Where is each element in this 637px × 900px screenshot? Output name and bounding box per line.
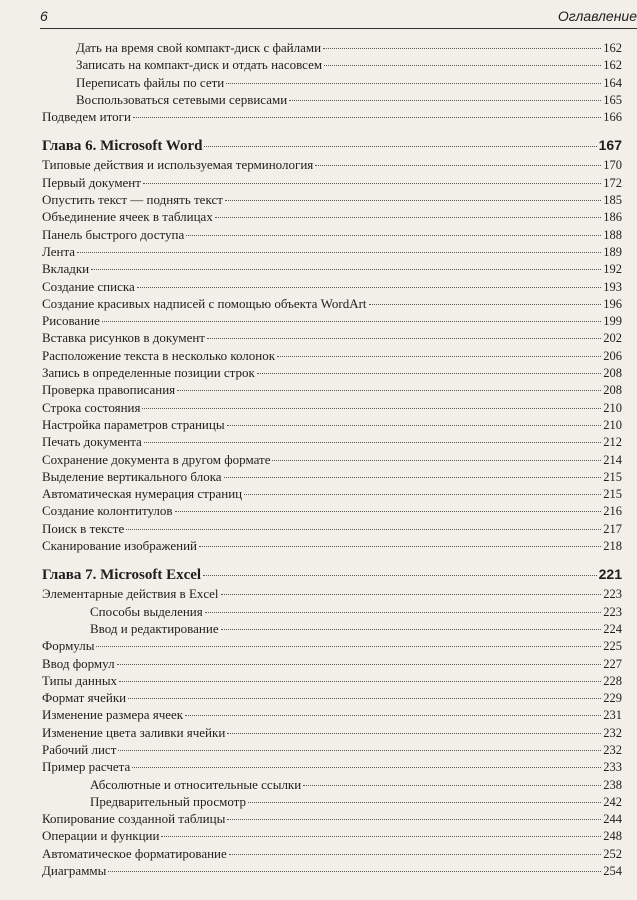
toc-entry-title: Печать документа	[42, 434, 142, 450]
toc-entry-page: 248	[603, 829, 622, 844]
toc-entry-title: Изменение цвета заливки ячейки	[42, 724, 226, 740]
toc-entry-page: 238	[603, 777, 622, 792]
toc-entry-page: 229	[603, 691, 622, 706]
toc-entry-title: Сканирование изображений	[42, 538, 197, 554]
dot-leader	[137, 286, 602, 288]
dot-leader	[369, 303, 602, 305]
toc-entry-title: Опустить текст — поднять текст	[42, 192, 223, 208]
toc-entry-page: 244	[603, 812, 622, 827]
table-of-contents	[42, 39, 622, 879]
toc-entry	[42, 156, 622, 173]
toc-entry-title: Глава 7. Microsoft Excel	[42, 567, 202, 584]
toc-entry-page: 215	[603, 487, 622, 502]
toc-entry-title: Типовые действия и используемая терминология	[42, 157, 314, 173]
toc-entry-title: Автоматическое форматирование	[42, 845, 227, 861]
toc-entry	[42, 862, 622, 879]
toc-entry-page: 218	[603, 539, 622, 554]
toc-entry-page: 202	[603, 331, 622, 346]
dot-leader	[132, 766, 601, 768]
dot-leader	[221, 593, 602, 595]
toc-entry	[42, 347, 622, 364]
dot-leader	[133, 116, 601, 118]
toc-entry-title: Копирование созданной таблицы	[42, 811, 226, 827]
toc-entry	[42, 329, 622, 346]
toc-entry-page: 254	[603, 864, 622, 879]
toc-entry-title: Глава 6. Microsoft Word	[42, 138, 203, 155]
toc-entry-title: Подведем итоги	[42, 109, 131, 125]
toc-entry-page: 186	[603, 210, 622, 225]
toc-entry-title: Поиск в тексте	[42, 520, 125, 536]
toc-entry	[42, 537, 622, 554]
toc-chapter-heading	[42, 563, 622, 585]
chapter-spacer	[42, 554, 622, 563]
toc-entry-title: Рабочий лист	[42, 741, 117, 757]
toc-entry-page: 208	[603, 366, 622, 381]
toc-entry-title: Операции и функции	[42, 828, 160, 844]
toc-entry-title: Пример расчета	[42, 759, 131, 775]
dot-leader	[143, 182, 601, 184]
dot-leader	[315, 164, 601, 166]
toc-entry	[42, 278, 622, 295]
dot-leader	[277, 355, 601, 357]
toc-entry-page: 196	[603, 296, 622, 311]
dot-leader	[175, 510, 602, 512]
toc-entry-page: 165	[603, 92, 622, 107]
toc-entry-title: Дать на время свой компакт-диск с файлами	[76, 40, 322, 55]
toc-entry	[42, 74, 622, 91]
toc-entry-title: Сохранение документа в другом формате	[42, 451, 271, 467]
dot-leader	[227, 424, 602, 426]
dot-leader	[144, 441, 601, 443]
toc-entry	[42, 312, 622, 329]
dot-leader	[126, 528, 601, 530]
toc-entry-page: 242	[603, 794, 622, 809]
toc-entry-title: Проверка правописания	[42, 382, 176, 398]
dot-leader	[185, 714, 601, 716]
toc-entry-title: Элементарные действия в Excel	[42, 586, 219, 602]
toc-entry-page: 231	[603, 708, 622, 723]
toc-entry-page: 208	[603, 383, 622, 398]
toc-entry	[42, 485, 622, 502]
dot-leader	[248, 801, 601, 803]
dot-leader	[128, 697, 601, 699]
toc-entry-title: Предварительный просмотр	[90, 793, 247, 809]
toc-entry	[42, 243, 622, 260]
toc-entry-page: 225	[603, 639, 622, 654]
toc-entry	[42, 776, 622, 793]
toc-entry	[42, 174, 622, 191]
toc-entry-title: Вставка рисунков в документ	[42, 330, 205, 346]
toc-entry	[42, 451, 622, 468]
toc-entry	[42, 295, 622, 312]
toc-entry-page: 188	[603, 227, 622, 242]
toc-entry-title: Формат ячейки	[42, 690, 127, 706]
toc-entry-title: Типы данных	[42, 672, 118, 688]
toc-entry-page: 227	[603, 656, 622, 671]
toc-entry	[42, 724, 622, 741]
dot-leader	[142, 407, 601, 409]
toc-entry	[42, 827, 622, 844]
toc-entry-page: 185	[603, 193, 622, 208]
toc-entry-page: 212	[603, 435, 622, 450]
toc-entry-page: 192	[603, 262, 622, 277]
toc-entry-page: 206	[603, 348, 622, 363]
dot-leader	[289, 99, 601, 101]
toc-entry-page: 252	[603, 846, 622, 861]
toc-entry-title: Выделение вертикального блока	[42, 468, 222, 484]
toc-entry	[42, 672, 622, 689]
dot-leader	[119, 680, 601, 682]
toc-entry-page: 221	[598, 566, 622, 583]
dot-leader	[96, 645, 601, 647]
dot-leader	[203, 574, 597, 576]
toc-entry	[42, 91, 622, 108]
toc-entry-title: Воспользоваться сетевыми сервисами	[76, 91, 288, 107]
dot-leader	[221, 628, 602, 630]
toc-entry-title: Диаграммы	[42, 863, 107, 879]
toc-entry-page: 228	[603, 673, 622, 688]
dot-leader	[257, 372, 601, 374]
dot-leader	[227, 818, 601, 820]
toc-entry-page: 232	[603, 742, 622, 757]
toc-entry	[42, 585, 622, 602]
running-header	[40, 6, 637, 29]
toc-entry	[42, 810, 622, 827]
toc-entry	[42, 381, 622, 398]
dot-leader	[117, 663, 602, 665]
toc-entry-page: 193	[603, 279, 622, 294]
toc-entry	[42, 39, 622, 56]
dot-leader	[226, 82, 601, 84]
toc-entry	[42, 689, 622, 706]
toc-entry-title: Создание колонтитулов	[42, 503, 173, 519]
toc-entry-title: Записать на компакт-диск и отдать насовсем	[76, 57, 323, 73]
toc-entry-page: 214	[603, 452, 622, 467]
dot-leader	[272, 459, 601, 461]
toc-entry-title: Настройка параметров страницы	[42, 416, 225, 432]
toc-entry-page: 233	[603, 760, 622, 775]
toc-entry-title: Абсолютные и относительные ссылки	[90, 776, 302, 792]
toc-entry-title: Расположение текста в несколько колонок	[42, 347, 276, 363]
dot-leader	[207, 337, 601, 339]
dot-leader	[108, 870, 601, 872]
dot-leader	[204, 145, 596, 147]
dot-leader	[215, 216, 601, 218]
chapter-spacer	[42, 125, 622, 134]
toc-entry-title: Создание списка	[42, 278, 135, 294]
toc-entry-page: 217	[603, 521, 622, 536]
toc-entry-title: Создание красивых надписей с помощью объекта WordArt	[42, 295, 367, 311]
toc-entry	[42, 208, 622, 225]
dot-leader	[77, 251, 601, 253]
dot-leader	[91, 268, 601, 270]
toc-entry-title: Ввод и редактирование	[90, 620, 219, 636]
toc-entry-page: 199	[603, 314, 622, 329]
toc-entry-title: Первый документ	[42, 174, 141, 190]
toc-entry	[42, 520, 622, 537]
dot-leader	[224, 476, 602, 478]
toc-entry	[42, 399, 622, 416]
toc-entry-title: Панель быстрого доступа	[42, 226, 185, 242]
dot-leader	[227, 732, 601, 734]
dot-leader	[324, 64, 601, 66]
toc-entry	[42, 191, 622, 208]
dot-leader	[186, 234, 601, 236]
toc-entry-title: Способы выделения	[90, 603, 203, 619]
toc-entry-page: 223	[603, 604, 622, 619]
dot-leader	[303, 784, 601, 786]
page-number: 6	[40, 8, 48, 24]
toc-entry-page: 162	[603, 41, 622, 55]
toc-entry	[42, 758, 622, 775]
toc-entry-title: Формулы	[42, 638, 95, 654]
toc-entry	[42, 620, 622, 637]
toc-entry-page: 189	[603, 244, 622, 259]
dot-leader	[323, 47, 601, 49]
toc-entry	[42, 468, 622, 485]
toc-entry-title: Ввод формул	[42, 655, 115, 671]
toc-entry-title: Строка состояния	[42, 399, 141, 415]
running-title: Оглавление	[557, 8, 637, 24]
toc-entry-page: 167	[598, 137, 622, 154]
dot-leader	[229, 853, 601, 855]
toc-entry	[42, 260, 622, 277]
toc-entry	[42, 793, 622, 810]
dot-leader	[205, 611, 602, 613]
toc-entry-title: Лента	[42, 243, 76, 259]
dot-leader	[199, 545, 601, 547]
dot-leader	[102, 320, 601, 322]
toc-entry-title: Изменение размера ячеек	[42, 707, 184, 723]
toc-entry-title: Переписать файлы по сети	[76, 74, 225, 90]
toc-entry	[42, 416, 622, 433]
toc-entry	[42, 226, 622, 243]
toc-entry	[42, 655, 622, 672]
toc-entry	[42, 603, 622, 620]
toc-entry-page: 215	[603, 469, 622, 484]
toc-entry-page: 162	[603, 58, 622, 73]
toc-entry-page: 210	[603, 417, 622, 432]
toc-entry	[42, 706, 622, 723]
toc-entry	[42, 56, 622, 73]
toc-entry-page: 216	[603, 504, 622, 519]
toc-chapter-heading	[42, 134, 622, 156]
toc-entry	[42, 108, 622, 125]
toc-entry	[42, 502, 622, 519]
dot-leader	[118, 749, 601, 751]
toc-entry	[42, 637, 622, 654]
dot-leader	[161, 835, 601, 837]
toc-entry-page: 223	[603, 587, 622, 602]
toc-entry-page: 164	[603, 75, 622, 90]
toc-entry-page: 210	[603, 400, 622, 415]
dot-leader	[225, 199, 601, 201]
toc-entry-title: Объединение ячеек в таблицах	[42, 209, 213, 225]
toc-entry-page: 172	[603, 175, 622, 190]
toc-entry-page: 232	[603, 725, 622, 740]
toc-entry	[42, 433, 622, 450]
toc-entry	[42, 741, 622, 758]
dot-leader	[177, 389, 601, 391]
toc-entry-title: Автоматическая нумерация страниц	[42, 486, 243, 502]
toc-entry-page: 166	[603, 110, 622, 125]
toc-entry-title: Рисование	[42, 313, 100, 329]
toc-entry-page: 224	[603, 621, 622, 636]
dot-leader	[244, 493, 601, 495]
toc-entry	[42, 364, 622, 381]
toc-entry-title: Запись в определенные позиции строк	[42, 365, 255, 381]
toc-entry-page: 170	[603, 158, 622, 173]
toc-entry	[42, 845, 622, 862]
toc-entry-title: Вкладки	[42, 261, 90, 277]
